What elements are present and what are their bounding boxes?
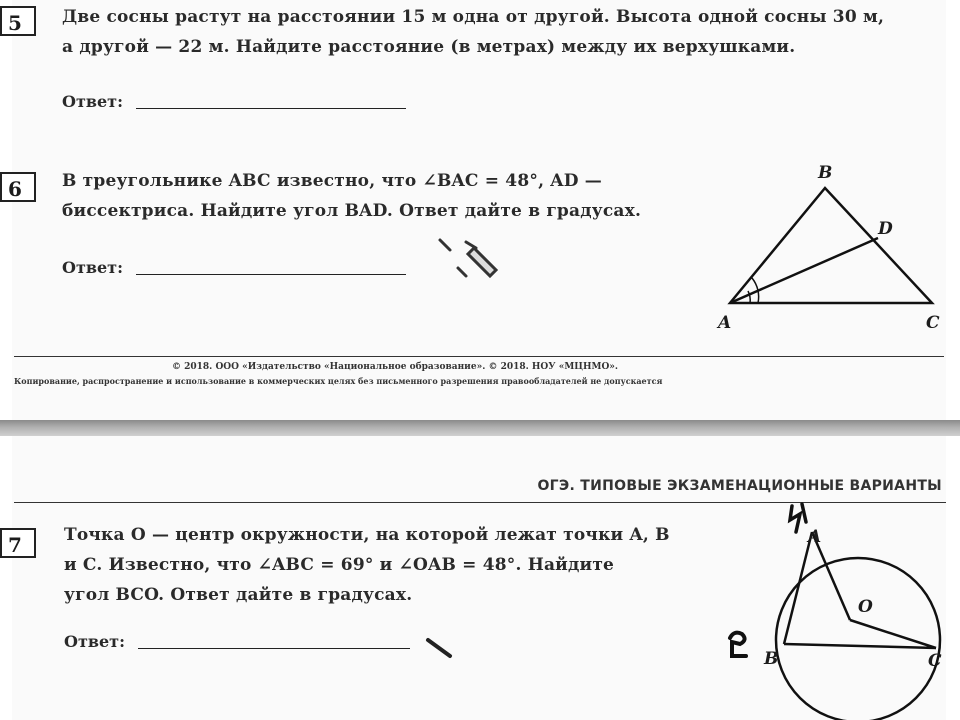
vertex-label-b: B [818, 163, 833, 183]
question-15-text [62, 2, 942, 62]
pen-mark-icon [426, 636, 454, 662]
angle-arc-a-inner [748, 291, 750, 303]
answer-label-15: Ответ: [62, 92, 123, 111]
page-gap [0, 420, 960, 436]
question-17-line-1: Точка O — центр окружности, на которой лежат точки A, B [64, 525, 670, 545]
chord-bc [784, 644, 936, 648]
angle-arc-a [752, 278, 759, 303]
question-15-line-1: Две сосны растут на расстоянии 15 м одна от другой. Высота одной сосны 30 м, [62, 7, 885, 27]
vertex-label-c: C [926, 313, 940, 333]
circle-label-c: C [928, 651, 942, 671]
question-16-text [62, 166, 682, 226]
question-17-line-2: и C. Известно, что ∠ABC = 69° и ∠OAB = 48°. Найдите [64, 555, 615, 575]
copyright-line: © 2018. ООО «Издательство «Национальное образование». © 2018. НОУ «МЦНМО». [172, 362, 619, 372]
footer-rule [14, 356, 944, 357]
answer-label-16: Ответ: [62, 258, 123, 277]
answer-field-15[interactable] [136, 108, 406, 109]
answer-label-17: Ответ: [64, 632, 125, 651]
question-15-line-2: а другой — 22 м. Найдите расстояние (в метрах) между их верхушками. [62, 37, 796, 57]
circle-label-b: B [764, 649, 779, 669]
question-number-17: 7 [0, 528, 36, 558]
question-number-16: 6 [0, 172, 36, 202]
question-number-15: 5 [0, 6, 36, 36]
answer-field-16[interactable] [136, 274, 406, 275]
question-17-line-3: угол BCO. Ответ дайте в градусах. [64, 585, 413, 605]
question-17-text [64, 520, 724, 610]
bisector-ad [730, 238, 878, 303]
circle-label-o: O [858, 597, 873, 617]
running-head: ОГЭ. ТИПОВЫЕ ЭКЗАМЕНАЦИОННЫЕ ВАРИАНТЫ [537, 478, 942, 494]
answer-field-17[interactable] [138, 648, 410, 649]
question-16-line-1: В треугольнике ABC известно, что ∠BAC = 48°, AD — [62, 171, 602, 191]
pencil-mark-strokes [440, 240, 496, 276]
question-16-line-2: биссектриса. Найдите угол BAD. Ответ дайте в градусах. [62, 201, 642, 221]
radius-oc [850, 620, 936, 648]
circle-label-a: A [808, 527, 822, 547]
pencil-mark-icon [436, 234, 506, 284]
circle-figure [740, 520, 960, 720]
copyright-notice: Копирование, распространение и использование в коммерческих целях без письменного разрешения правообладателей не допускается [14, 376, 663, 386]
triangle-abc [730, 188, 932, 303]
vertex-label-a: A [718, 313, 732, 333]
chord-ab [784, 532, 812, 644]
vertex-label-d: D [878, 219, 893, 239]
triangle-figure [700, 150, 950, 350]
